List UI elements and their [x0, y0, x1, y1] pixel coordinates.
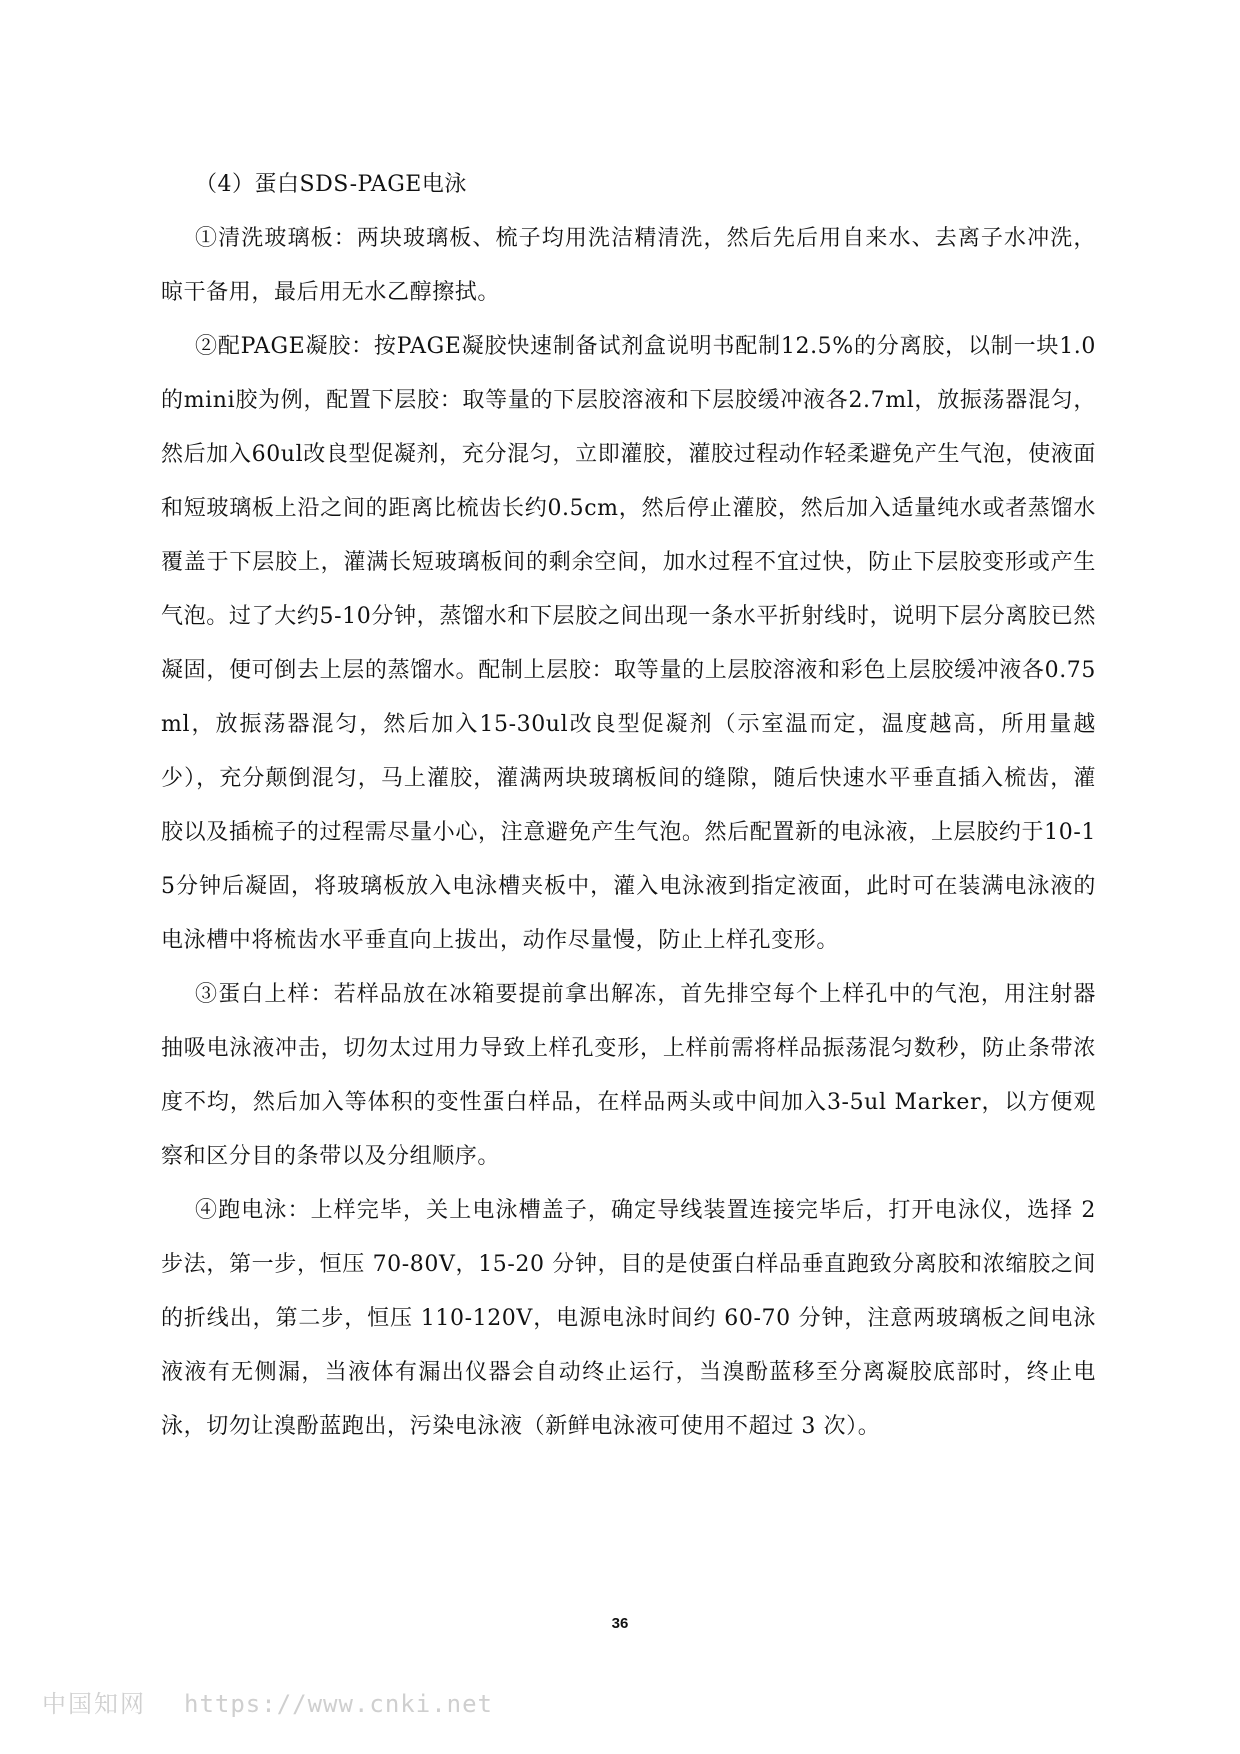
section-heading: （4）蛋白SDS-PAGE电泳 [195, 172, 467, 197]
paragraph-clean-glass-plates: ①清洗玻璃板：两块玻璃板、梳子均用洗洁精清洗，然后先后用自来水、去离子水冲洗，晾干备用，最后用无水乙醇擦拭。 [161, 226, 1096, 305]
paragraph-protein-loading: ③蛋白上样：若样品放在冰箱要提前拿出解冻，首先排空每个上样孔中的气泡，用注射器抽吸电泳液冲击，切勿太过用力导致上样孔变形，上样前需将样品振荡混匀数秒，防止条带浓度不均，然后加入等体积的变性蛋白样品，在样品两头或中间加入3-5ul Marker，以方便观察和区分目的条带以及分组顺序。 [161, 982, 1096, 1169]
watermark [42, 1684, 493, 1719]
watermark-url: https://www.cnki.net [184, 1690, 493, 1718]
paragraph-run-electrophoresis: ④跑电泳：上样完毕，关上电泳槽盖子，确定导线装置连接完毕后，打开电泳仪，选择 2 步法，第一步，恒压 70-80V，15-20 分钟，目的是使蛋白样品垂直跑致分离胶和浓缩胶之间的折线出，第二步，恒压 110-120V，电源电泳时间约 60-70 分钟，注意两玻璃板之间电泳液液有无侧漏，当液体有漏出仪器会自动终止运行，当溴酚蓝移至分离凝胶底部时，终止电泳，切勿让溴酚蓝跑出，污染电泳液（新鲜电泳液可使用不超过 3 次）。 [161, 1198, 1096, 1439]
page-number: 36 [611, 1615, 629, 1632]
paragraph-prepare-page-gel: ②配PAGE凝胶：按PAGE凝胶快速制备试剂盒说明书配制12.5%的分离胶，以制一块1.0的mini胶为例，配置下层胶：取等量的下层胶溶液和下层胶缓冲液各2.7ml，放振荡器混匀，然后加入60ul改良型促凝剂，充分混匀，立即灌胶，灌胶过程动作轻柔避免产生气泡，使液面和短玻璃板上沿之间的距离比梳齿长约0.5cm，然后停止灌胶，然后加入适量纯水或者蒸馏水覆盖于下层胶上，灌满长短玻璃板间的剩余空间，加水过程不宜过快，防止下层胶变形或产生气泡。过了大约5-10分钟，蒸馏水和下层胶之间出现一条水平折射线时，说明下层分离胶已然凝固，便可倒去上层的蒸馏水。配制上层胶：取等量的上层胶溶液和彩色上层胶缓冲液各0.75ml，放振荡器混匀，然后加入15-30ul改良型促凝剂（示室温而定，温度越高，所用量越少），充分颠倒混匀，马上灌胶，灌满两块玻璃板间的缝隙，随后快速水平垂直插入梳齿，灌胶以及插梳子的过程需尽量小心，注意避免产生气泡。然后配置新的电泳液，上层胶约于10-15分钟后凝固，将玻璃板放入电泳槽夹板中，灌入电泳液到指定液面，此时可在装满电泳液的电泳槽中将梳齿水平垂直向上拔出，动作尽量慢，防止上样孔变形。 [161, 334, 1096, 953]
watermark-name: 中国知网 [42, 1690, 146, 1718]
page-body [161, 158, 1096, 1454]
